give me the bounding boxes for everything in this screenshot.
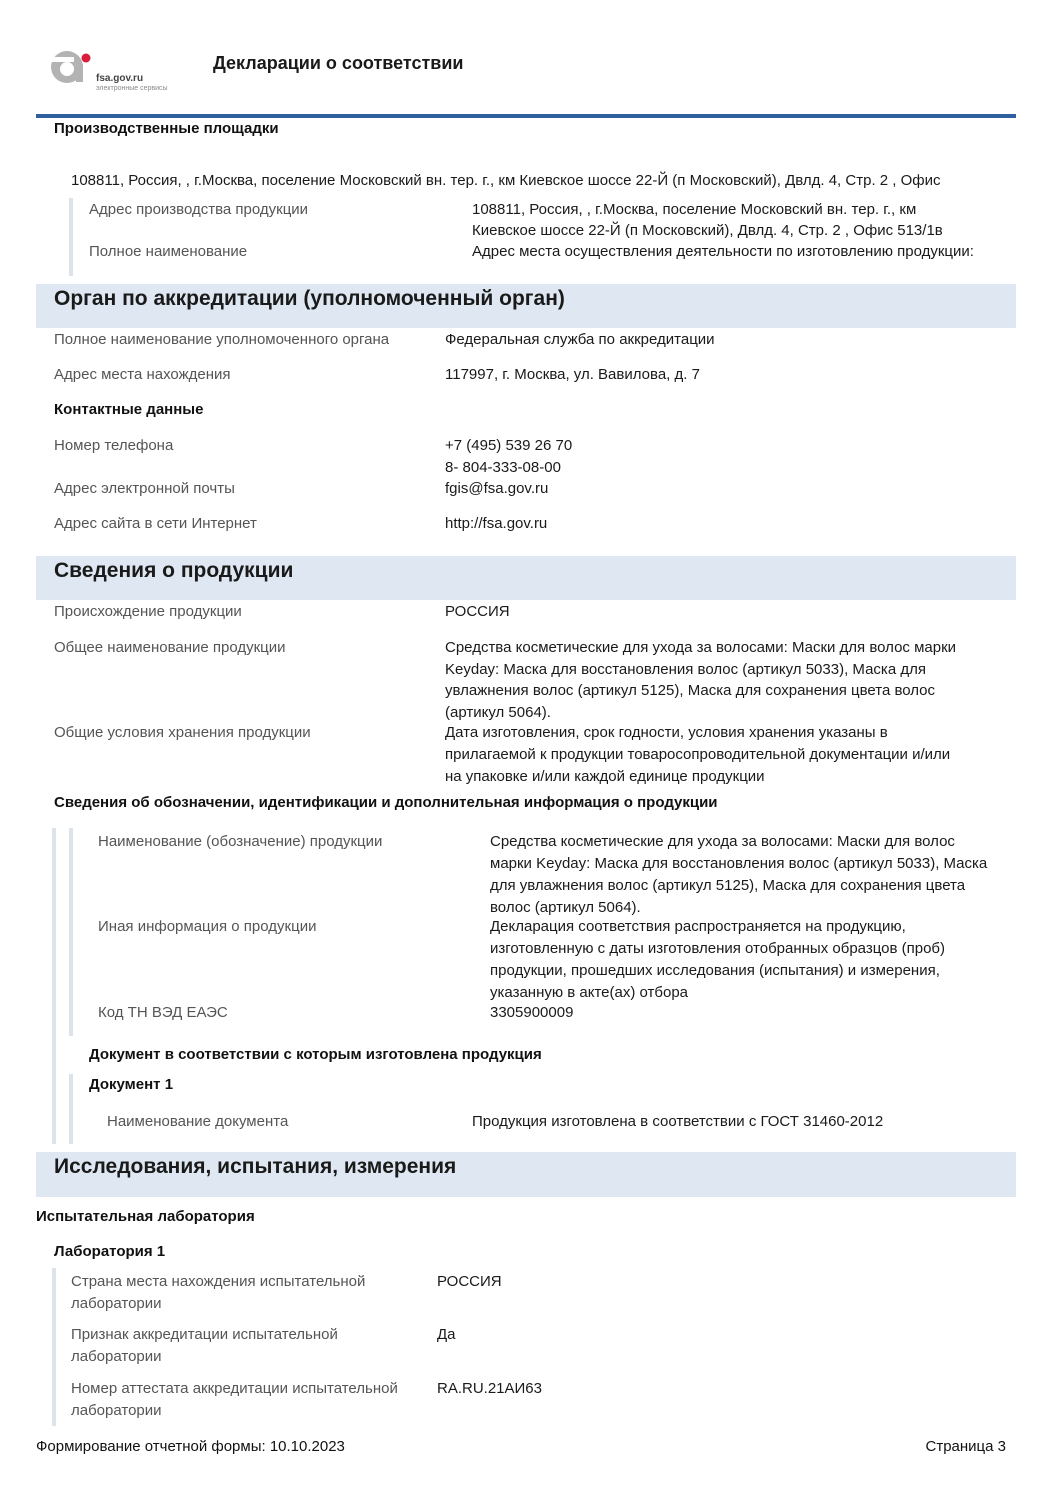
- authority-name-label: Полное наименование уполномоченного органа: [54, 331, 390, 348]
- document-name-label: Наименование документа: [107, 1113, 289, 1130]
- section-band-product: [36, 556, 1016, 600]
- lab-country-label: Страна места нахождения испытательной: [71, 1273, 366, 1290]
- lab-accreditation-label: Признак аккредитации испытательной: [71, 1326, 338, 1343]
- document-heading: Документ в соответствии с которым изготовлена продукция: [89, 1046, 542, 1063]
- document-1-title: Документ 1: [89, 1076, 174, 1093]
- authority-address-label: Адрес места нахождения: [54, 366, 231, 383]
- other-info-label: Иная информация о продукции: [98, 918, 317, 935]
- lab-country-label: лаборатории: [71, 1295, 162, 1312]
- lab-certificate-label: Номер аттестата аккредитации испытательной: [71, 1380, 398, 1397]
- section-band-research: [36, 1152, 1016, 1197]
- document-name-value: Продукция изготовлена в соответствии с ГОСТ 31460-2012: [472, 1113, 884, 1130]
- page-header: [0, 0, 1060, 118]
- section-title: Сведения о продукции: [54, 559, 294, 582]
- general-name-line: Keyday: Маска для восстановления волос (артикул 5033), Маска для: [445, 661, 926, 678]
- phone-label: Номер телефона: [54, 437, 174, 454]
- website-label: Адрес сайта в сети Интернет: [54, 515, 257, 532]
- full-name-label: Полное наименование: [89, 243, 248, 260]
- production-address-label: Адрес производства продукции: [89, 201, 309, 218]
- other-info-line: изготовленную с даты изготовления отобранных образцов (проб): [490, 940, 946, 957]
- email-value: fgis@fsa.gov.ru: [445, 480, 549, 497]
- general-name-line: увлажнения волос (артикул 5125), Маска для сохранения цвета волос: [445, 682, 936, 699]
- phone-value-1: +7 (495) 539 26 70: [445, 437, 573, 454]
- group-bar: [52, 1268, 56, 1426]
- designation-line: марки Keyday: Маска для восстановления волос (артикул 5033), Маска: [490, 855, 988, 872]
- logo-subtitle: электронные сервисы: [96, 85, 168, 92]
- general-name-line: Средства косметические для ухода за волосами: Маски для волос марки: [445, 639, 957, 656]
- authority-name-value: Федеральная служба по аккредитации: [445, 331, 715, 348]
- production-address-value-1: 108811, Россия, , г.Москва, поселение Московский вн. тер. г., км: [472, 201, 917, 218]
- general-name-label: Общее наименование продукции: [54, 639, 286, 656]
- website-value: http://fsa.gov.ru: [445, 515, 548, 532]
- logo-domain: fsa.gov.ru: [96, 73, 144, 84]
- other-info-line: указанную в акте(ах) отбора: [490, 984, 689, 1001]
- production-address-line: 108811, Россия, , г.Москва, поселение Московский вн. тер. г., км Киевское шоссе 22-Й (п Московский), Двлд. 4, Стр. 2 , Офис: [71, 172, 941, 189]
- origin-label: Происхождение продукции: [54, 603, 242, 620]
- group-bar: [69, 828, 73, 1036]
- contacts-heading: Контактные данные: [54, 401, 204, 418]
- section-title: Орган по аккредитации (уполномоченный орган): [54, 287, 565, 310]
- general-name-line: (артикул 5064).: [445, 704, 551, 721]
- designation-label: Наименование (обозначение) продукции: [98, 833, 383, 850]
- header-divider: [36, 114, 1016, 118]
- page-number: Страница 3: [925, 1438, 1006, 1455]
- section-band-accreditation: [36, 284, 1016, 328]
- lab-country-value: РОССИЯ: [437, 1273, 502, 1290]
- designation-line: волос (артикул 5064).: [490, 899, 641, 916]
- section-title: Исследования, испытания, измерения: [54, 1155, 457, 1178]
- tnved-value: 3305900009: [490, 1004, 574, 1021]
- origin-value: РОССИЯ: [445, 603, 510, 620]
- authority-address-value: 117997, г. Москва, ул. Вавилова, д. 7: [445, 366, 700, 383]
- production-address-value-2: Киевское шоссе 22-Й (п Московский), Двлд. 4, Стр. 2 , Офис 513/1в: [472, 222, 943, 239]
- other-info-line: продукции, прошедших исследования (испытания) и измерения,: [490, 962, 940, 979]
- lab-1-title: Лаборатория 1: [54, 1243, 166, 1260]
- report-generated-date: Формирование отчетной формы: 10.10.2023: [36, 1438, 345, 1455]
- storage-line: прилагаемой к продукции товаросопроводительной документации и/или: [445, 746, 951, 763]
- production-sites-heading: Производственные площадки: [54, 120, 279, 137]
- lab-accreditation-value: Да: [437, 1326, 456, 1343]
- document-title: Декларации о соответствии: [213, 53, 464, 73]
- group-bar: [69, 1074, 73, 1144]
- group-bar: [69, 198, 73, 276]
- phone-value-2: 8- 804-333-08-00: [445, 459, 561, 476]
- full-name-value: Адрес места осуществления деятельности по изготовлению продукции:: [472, 243, 974, 260]
- lab-certificate-value: RA.RU.21АИ63: [437, 1380, 542, 1397]
- storage-line: на упаковке и/или каждой единице продукции: [445, 768, 765, 785]
- lab-accreditation-label: лаборатории: [71, 1348, 162, 1365]
- other-info-line: Декларация соответствия распространяется на продукцию,: [490, 918, 906, 935]
- storage-line: Дата изготовления, срок годности, условия хранения указаны в: [445, 724, 888, 741]
- group-bar: [52, 828, 56, 1144]
- lab-certificate-label: лаборатории: [71, 1402, 162, 1419]
- designation-line: Средства косметические для ухода за волосами: Маски для волос: [490, 833, 955, 850]
- email-label: Адрес электронной почты: [54, 480, 235, 497]
- identification-heading: Сведения об обозначении, идентификации и дополнительная информация о продукции: [54, 794, 718, 811]
- designation-line: для увлажнения волос (артикул 5125), Маска для сохранения цвета: [490, 877, 966, 894]
- lab-heading: Испытательная лаборатория: [36, 1208, 255, 1225]
- storage-label: Общие условия хранения продукции: [54, 724, 311, 741]
- tnved-label: Код ТН ВЭД ЕАЭС: [98, 1004, 228, 1021]
